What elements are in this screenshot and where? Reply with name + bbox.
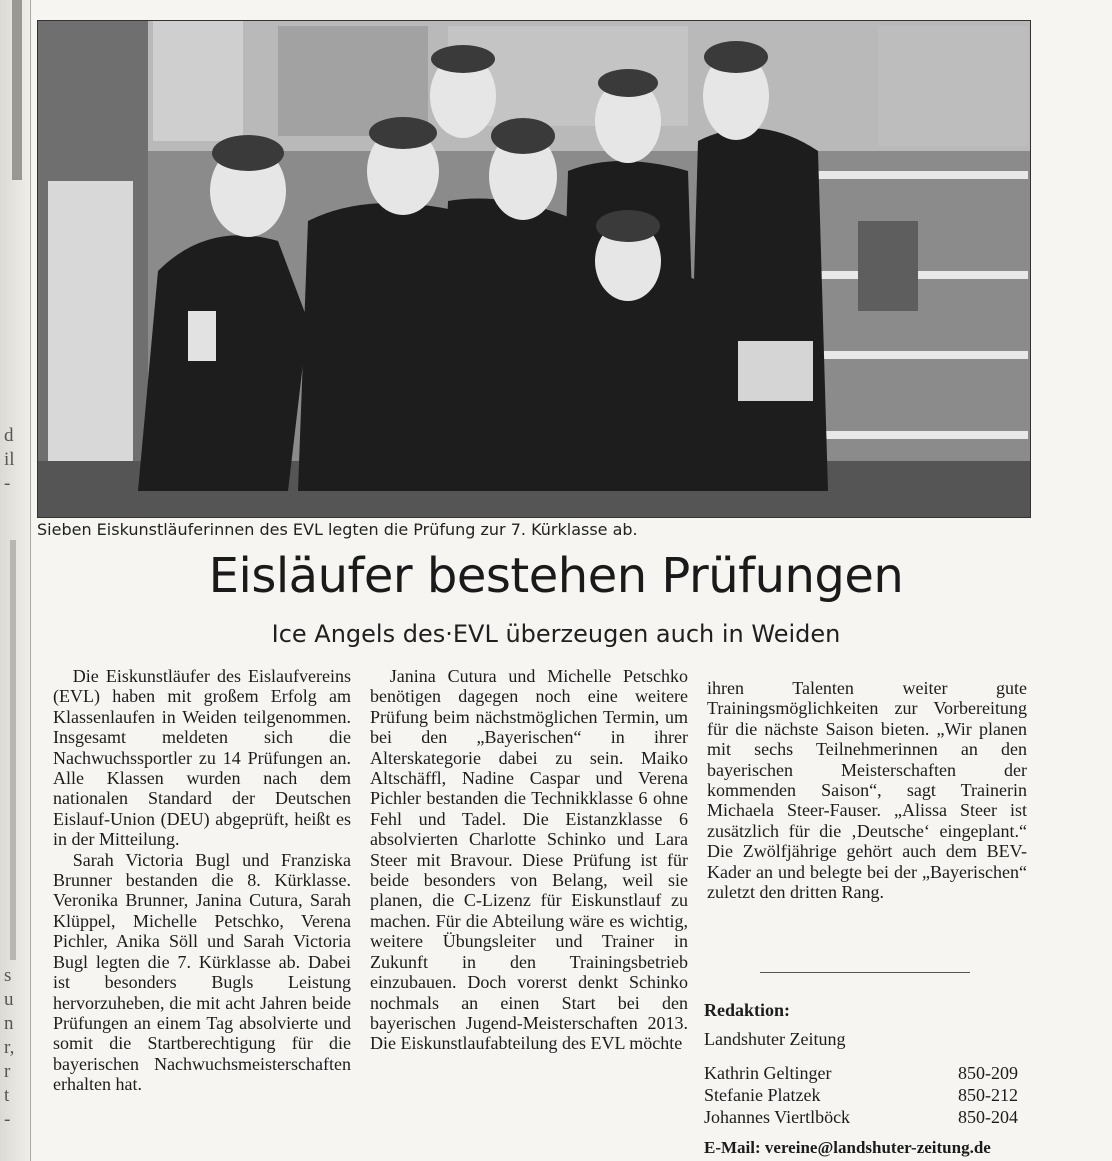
contact-phone: 850-212: [958, 1085, 1018, 1105]
article-photo: [37, 20, 1031, 518]
edge-fragment: u: [4, 989, 14, 1010]
contact-phone: 850-204: [958, 1107, 1018, 1127]
edge-fragment: r,: [4, 1037, 15, 1058]
edge-fragment: -: [4, 1109, 11, 1130]
edge-fragment: -: [4, 473, 11, 494]
contact-name: Kathrin Geltinger: [704, 1063, 832, 1083]
email-contact: E-Mail: vereine@landshuter-zeitung.de: [704, 1138, 991, 1157]
paragraph: Janina Cutura und Michelle Petschko benötigen dagegen noch eine weitere Prüfung beim nächstmöglichen Termin, um bei den „Bayerischen“ in ihrer Alterskategorie dabei zu sein. Maiko Altschäffl, Nadine Caspar und Verena Pichler bestanden die Technikklasse 6 ohne Fehl und Tadel. Die Eistanzklasse 6 absolvierten Charlotte Schinko und Lara Steer mit Bravour. Diese Prüfung ist für beide besonders von Belang, weil sie planen, die C-Lizenz für Eiskunstlauf zu machen. Für die Abteilung wäre es wichtig, weitere Übungsleiter und Trainer in Zukunft in den Trainingsbetrieb einzubauen. Doch vorerst denkt Schinko nochmals an einen Start bei den bayerischen Jugend-Meisterschaften 2013. Die Eiskunstlaufabteilung des EVL möchte: [370, 666, 688, 1054]
edge-stripe: [12, 0, 22, 180]
article-column-2: [370, 666, 688, 1054]
article-column-1: [53, 666, 351, 1095]
paragraph: Die Eiskunstläufer des Eislaufvereins (EVL) haben mit großem Erfolg am Klassenlaufen in Weiden teilgenommen. Insgesamt meldeten sich die Nachwuchssportler zu 14 Prüfungen an. Alle Klassen wurden nach dem nationalen Standard der Deutschen Eislauf-Union (DEU) abgeprüft, heißt es in der Mitteilung.: [53, 666, 351, 850]
edge-fragment: d: [4, 425, 14, 446]
edge-fragment: r: [4, 1061, 11, 1082]
edge-fragment: s: [4, 965, 12, 986]
paragraph: Sarah Victoria Bugl und Franziska Brunner bestanden die 8. Kürklasse. Veronika Brunner, Janina Cutura, Sarah Klüppel, Michelle Petschko, Verena Pichler, Anika Söll und Sarah Victoria Bugl legten die 7. Kürklasse ab. Dabei ist besonders Bugls Leistung hervorzuheben, die mit acht Jahren beide Prüfungen an einem Tag absolvierte und somit die Startberechtigung für die bayerischen Nachwuchsmeisterschaften erhalten hat.: [53, 849, 351, 1095]
contact-phone: 850-209: [958, 1063, 1018, 1083]
paragraph: ihren Talenten weiter gute Trainingsmöglichkeiten zur Vorbereitung für die nächste Saison bieten. „Wir planen mit sechs Teilnehmerinnen an den bayerischen Meisterschaften der kommenden Saison“, sagt Trainerin Michaela Steer-Fauser. „Alissa Steer ist zusätzlich für die ‚Deutsche‘ eingeplant.“ Die Zwölfjährige gehört auch dem BEV-Kader an und belegte bei der „Bayerischen“ zuletzt den dritten Rang.: [707, 678, 1027, 903]
redaktion-heading: Redaktion:: [704, 1000, 791, 1020]
edge-fragment: t: [4, 1085, 10, 1106]
newspaper-name: Landshuter Zeitung: [704, 1029, 846, 1049]
subheadline: Ice Angels des·EVL überzeugen auch in Weiden: [271, 620, 841, 648]
contact-name: Johannes Viertlböck: [704, 1107, 851, 1127]
edge-fragment: il: [4, 449, 15, 470]
divider: [760, 972, 970, 973]
article-column-3: [707, 678, 1027, 902]
headline: Eisläufer bestehen Prüfungen: [208, 548, 904, 604]
photo-illustration: [38, 21, 1030, 517]
contact-row: [704, 1106, 1024, 1128]
editorial-box: [704, 1000, 1024, 1158]
contact-name: Stefanie Platzek: [704, 1085, 821, 1105]
contact-row: [704, 1084, 1024, 1106]
contact-row: [704, 1062, 1024, 1084]
photo-caption: Sieben Eiskunstläuferinnen des EVL legten die Prüfung zur 7. Kürklasse ab.: [37, 520, 638, 539]
edge-fragment: n: [4, 1013, 14, 1034]
